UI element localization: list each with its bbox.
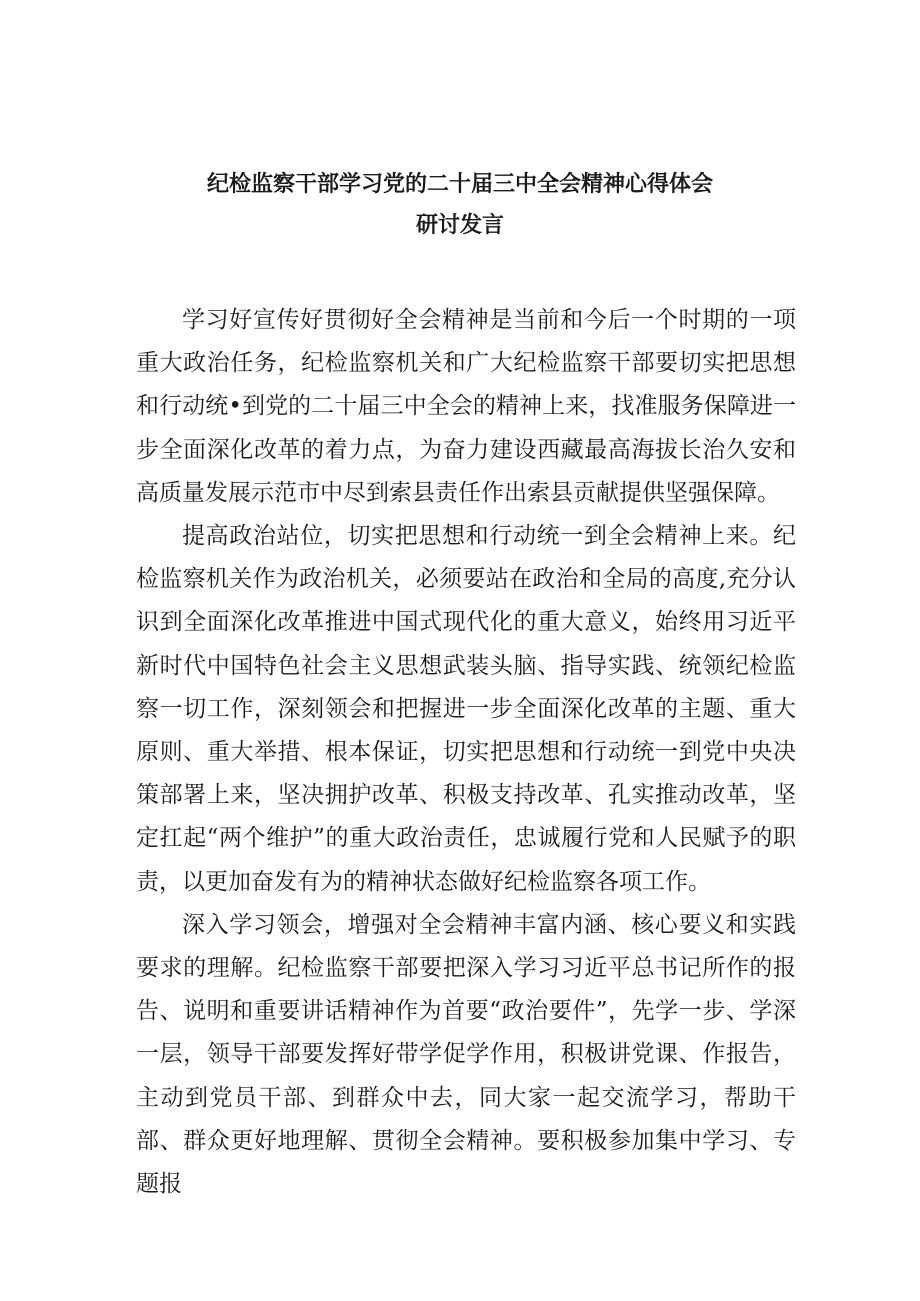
document-title: 纪检监察干部学习党的二十届三中全会精神心得体会 — [206, 172, 713, 197]
paragraph: 深入学习领会，增强对全会精神丰富内涵、核心要义和实践要求的理解。纪检监察干部要把深入学习习近平总书记所作的报告、说明和重要讲话精神作为首要“政治要件”，先学一步、学深一层，领导干部要发挥好带学促学作用，积极讲党课、作报告，主动到党员干部、到群众中去，同大家一起交流学习，帮助干部、群众更好地理解、贯彻全会精神。要积极参加集中学习、专题报 — [136, 911, 796, 1198]
paragraph: 学习好宣传好贯彻好全会精神是当前和今后一个时期的一项重大政治任务，纪检监察机关和广大纪检监察干部要切实把思想和行动统•到党的二十届三中全会的精神上来，找准服务保障进一步全面深化改革的着力点，为奋力建设西藏最高海拔长治久安和高质量发展示范市中尽到索县责任作出索县贡献提供坚强保障。 — [136, 307, 796, 506]
document-subtitle: 研讨发言 — [415, 213, 504, 238]
document-body — [136, 299, 796, 1206]
paragraph: 提高政治站位，切实把思想和行动统一到全会精神上来。纪检监察机关作为政治机关，必须要站在政治和全局的高度,充分认识到全面深化改革推进中国式现代化的重大意义，始终用习近平新时代中国特色社会主义思想武装头脑、指导实践、统领纪检监察一切工作，深刻领会和把握进一步全面深化改革的主题、重大原则、重大举措、根本保证，切实把思想和行动统一到党中央决策部署上来，坚决拥护改革、积极支持改革、孔实推动改革，坚定扛起“两个维护”的重大政治责任，忠诚履行党和人民赋予的职责，以更加奋发有为的精神状态做好纪检监察各项工作。 — [136, 523, 796, 895]
